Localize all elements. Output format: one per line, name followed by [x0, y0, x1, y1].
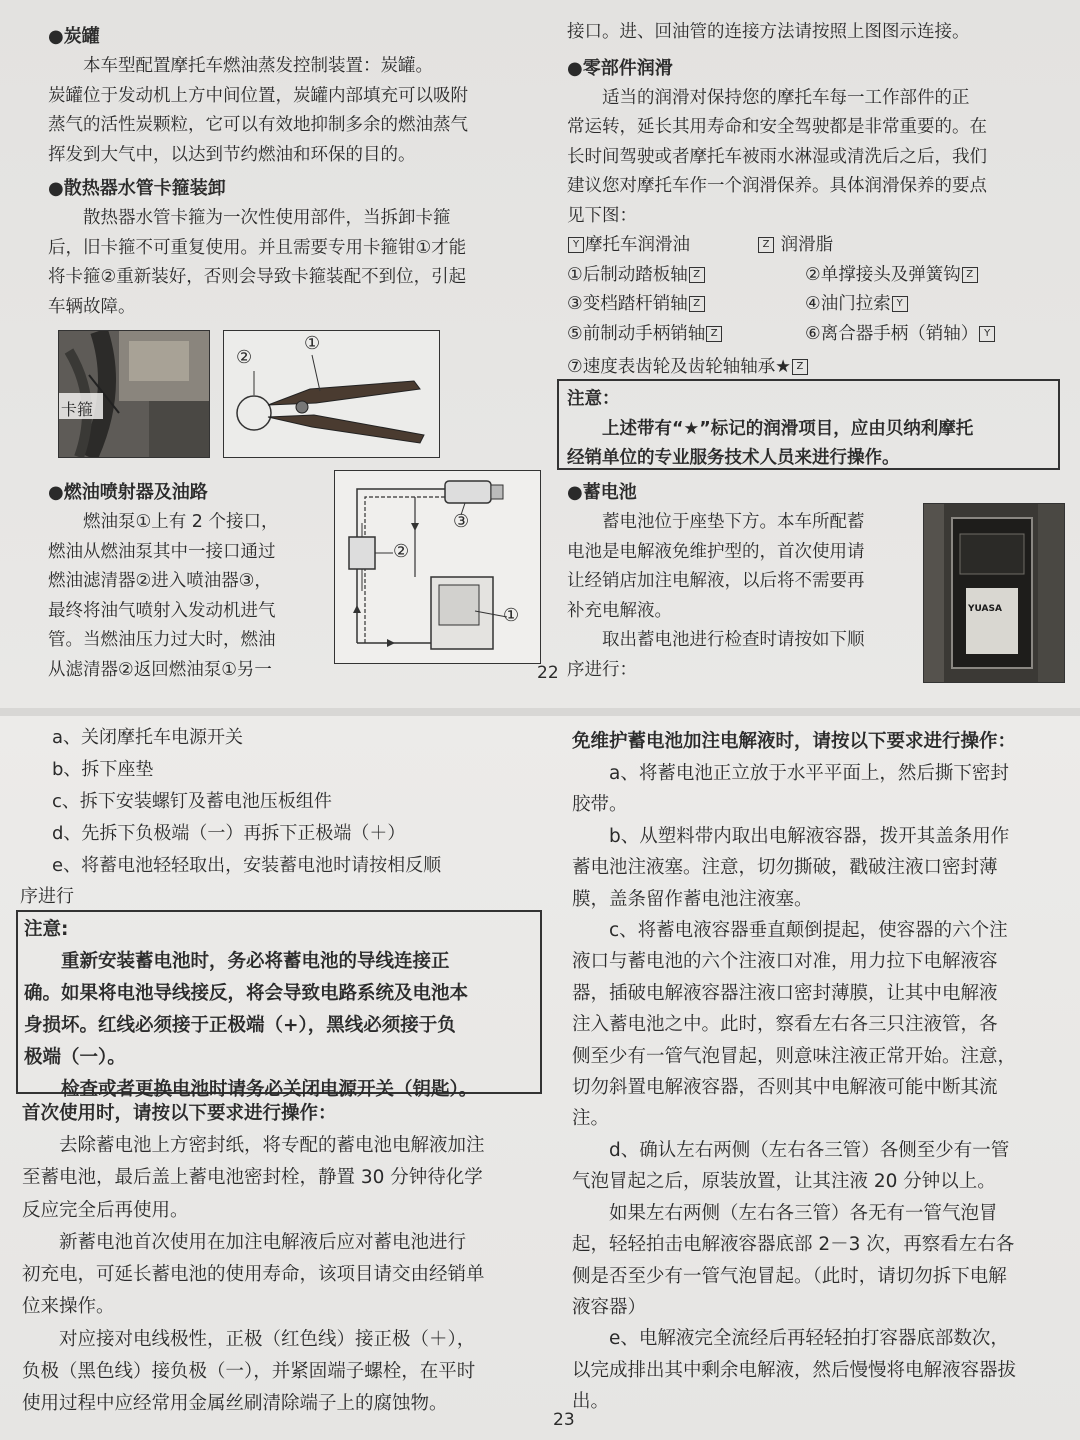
pliers-drawing: [224, 331, 439, 457]
step-item: d、先拆下负极端（一）再拆下正极端（＋）: [52, 823, 406, 844]
mf-line: c、将蓄电液容器垂直颠倒提起，使容器的六个注: [609, 920, 1008, 942]
first-use-line: 初充电，可延长蓄电池的使用寿命，该项目请交由经销单: [22, 1264, 485, 1286]
lube-mark-icon: Z: [689, 267, 705, 283]
diagram-callout-3: ③: [453, 511, 470, 532]
battery-brand-label: YUASA: [968, 604, 1002, 614]
legend-grease: Z 润滑脂: [757, 231, 833, 261]
fuel-line: 燃油泵①上有 2 个接口，: [83, 512, 279, 532]
mf-line: 侧至少有一管气泡冒起，则意味注液正常开始。注意，: [572, 1045, 1017, 1067]
lube-item-row: ①后制动踏板轴 Z ②单撑接头及弹簧钩 Z: [567, 261, 1062, 291]
battery-line: 序进行：: [567, 659, 637, 680]
mf-line: 出。: [572, 1391, 610, 1413]
fuel-system-diagram: [334, 470, 541, 664]
lube-mark-icon: Z: [962, 267, 978, 283]
heading-fuel-injector: ●燃油喷射器及油路: [48, 482, 208, 503]
pliers-callout-2: ②: [236, 347, 253, 368]
fuel-line: 燃油从燃油泵其中一接口通过: [48, 541, 276, 562]
manual-page-23: [0, 716, 1080, 1440]
first-use-line: 位来操作。: [22, 1296, 115, 1318]
lube-line: 适当的润滑对保持您的摩托车每一工作部件的正: [602, 87, 970, 108]
first-use-line: 使用过程中应经常用金属丝刷清除端子上的腐蚀物。: [22, 1393, 448, 1415]
radiator-line: 将卡箍②重新装好，否则会导致卡箍装配不到位，引起: [48, 267, 467, 287]
mf-line: 液口与蓄电池的六个注液口对准，用力拉下电解液容: [572, 951, 998, 973]
note-line: 重新安装蓄电池时，务必将蓄电池的导线连接正: [61, 951, 450, 972]
battery-photo: [923, 503, 1065, 683]
heading-canister: ●炭罐: [48, 26, 100, 47]
radiator-line: 散热器水管卡箍为一次性使用部件，当拆卸卡箍: [83, 208, 451, 228]
heading-mf-fill: 免维护蓄电池加注电解液时，请按以下要求进行操作：: [572, 731, 1017, 752]
diagram-callout-1: ①: [503, 605, 520, 626]
diagram-callout-2: ②: [393, 541, 410, 562]
fuel-line: 管。当燃油压力过大时，燃油: [48, 630, 276, 650]
heading-first-use: 首次使用时，请按以下要求进行操作：: [22, 1103, 337, 1124]
page-number-22: 22: [537, 663, 559, 683]
mf-line: 器，插破电解液容器注液口密封薄膜，让其中电解液: [572, 982, 998, 1004]
fuel-line: 最终将油气喷射入发动机进气: [48, 600, 276, 621]
removal-steps: [52, 722, 552, 882]
lube-mark-icon: Z: [689, 296, 705, 312]
step-item: e、将蓄电池轻轻取出，安装蓄电池时请按相反顺: [52, 855, 442, 876]
legend-oil: Y 摩托车润滑油: [567, 235, 690, 255]
mf-line: 蓄电池注液塞。注意，切勿撕破，戳破注液口密封薄: [572, 857, 998, 879]
pliers-callout-1: ①: [304, 333, 321, 354]
grease-mark-icon: Z: [758, 237, 774, 253]
left-column-22: [48, 22, 538, 322]
heading-lubrication: ●零部件润滑: [567, 57, 673, 79]
steps-continuation: 序进行: [20, 886, 74, 907]
step-item: a、关闭摩托车电源开关: [52, 727, 244, 748]
radiator-line: 车辆故障。: [48, 296, 136, 317]
note-line: 经销单位的专业服务技术人员来进行操作。: [567, 448, 900, 468]
lube-legend: [567, 231, 1062, 261]
lube-item-row: ⑤前制动手柄销轴 Z ⑥离合器手柄（销轴） Y: [567, 320, 1062, 350]
battery-line: 让经销店加注电解液，以后将不需要再: [567, 571, 865, 591]
lubrication-note-box: [557, 379, 1060, 470]
battery-photo-image: [924, 504, 1064, 682]
mf-line: 胶带。: [572, 794, 628, 816]
radiator-line: 后，旧卡箍不可重复使用。并且需要专用卡箍钳①才能: [48, 237, 467, 258]
fuel-line: 从滤清器②返回燃油泵①另一: [48, 659, 272, 680]
right-column-22: [567, 18, 1062, 383]
note-line: 上述带有“★”标记的润滑项目，应由贝纳利摩托: [602, 418, 974, 439]
note-line: 极端（一）。: [24, 1047, 126, 1068]
battery-column: [567, 478, 907, 685]
note-title: 注意:: [24, 919, 69, 940]
canister-line: 蒸气的活性炭颗粒，它可以有效地抑制多余的燃油蒸气: [48, 115, 468, 135]
lube-item-row: ③变档踏杆销轴 Z ④油门拉索 Y: [567, 290, 1062, 320]
mf-line: 膜，盖条留作蓄电池注液塞。: [572, 888, 813, 910]
clamp-photo-image: [59, 331, 209, 457]
battery-line: 电池是电解液免维护型的，首次使用请: [567, 541, 865, 562]
lube-mark-icon: Z: [792, 359, 808, 375]
step-item: c、拆下安装螺钉及蓄电池压板组件: [52, 791, 332, 812]
mf-line: e、电解液完全流经后再轻轻拍打容器底部数次，: [609, 1328, 1009, 1350]
canister-line: 炭罐位于发动机上方中间位置，炭罐内部填充可以吸附: [48, 85, 468, 106]
battery-line: 蓄电池位于座垫下方。本车所配蓄: [602, 512, 865, 532]
mf-line: 注入蓄电池之中。此时，察看左右各三只注液管，各: [572, 1014, 998, 1036]
first-use-line: 至蓄电池，最后盖上蓄电池密封栓，静置 30 分钟待化学: [22, 1167, 483, 1189]
note-line: 检查或者更换电池时请务必关闭电源开关（钥匙）。: [61, 1079, 478, 1100]
first-use-line: 反应完全后再使用。: [22, 1199, 189, 1221]
lube-mark-icon: Z: [706, 326, 722, 342]
mf-line: 以完成排出其中剩余电解液，然后慢慢将电解液容器拔: [572, 1359, 1017, 1381]
clamp-label: 卡箍: [61, 400, 94, 419]
fuel-continuation: 接口。进、回油管的连接方法请按照上图图示连接。: [567, 22, 970, 42]
note-title: 注意：: [567, 389, 620, 409]
first-use-line: 去除蓄电池上方密封纸，将专配的蓄电池电解液加注: [59, 1135, 485, 1156]
lube-mark-icon: Y: [979, 326, 995, 342]
lube-item-row: ⑦速度表齿轮及齿轮轴轴承★ Z: [567, 353, 1062, 383]
first-use-section: [22, 1098, 557, 1421]
lube-line: 常运转，延长其用寿命和安全驾驶都是非常重要的。在: [567, 117, 987, 137]
lube-line: 长时间驾驶或者摩托车被雨水淋湿或清洗后之后，我们: [567, 146, 987, 167]
fuel-line-schematic: [335, 471, 540, 663]
mf-line: 起，轻轻拍击电解液容器底部 2－3 次，再察看左右各: [572, 1234, 1015, 1256]
mf-line: 注。: [572, 1108, 610, 1130]
lube-mark-icon: Y: [892, 296, 908, 312]
canister-line: 本车型配置摩托车燃油蒸发控制装置：炭罐。: [83, 56, 433, 76]
oil-mark-icon: Y: [568, 237, 584, 253]
canister-line: 挥发到大气中，以达到节约燃油和环保的目的。: [48, 144, 416, 165]
battery-line: 补充电解液。: [567, 600, 672, 621]
mf-line: b、从塑料带内取出电解液容器，拨开其盖条用作: [609, 825, 1010, 847]
first-use-line: 对应接对电线极性，正极（红色线）接正极（＋），: [59, 1328, 476, 1350]
manual-page-22: [0, 0, 1080, 712]
mf-line: 液容器）: [572, 1296, 647, 1318]
mf-battery-section: [572, 726, 1072, 1418]
clamp-photo: [58, 330, 210, 458]
lube-line: 建议您对摩托车作一个润滑保养。具体润滑保养的要点: [567, 176, 987, 196]
fuel-line: 燃油滤清器②进入喷油器③，: [48, 571, 272, 591]
note-line: 身损坏。红线必须接于正极端（+），黑线必须接于负: [24, 1015, 456, 1036]
fuel-column: [48, 478, 323, 685]
mf-line: 侧是否至少有一管气泡冒起。（此时，请切勿拆下电解: [572, 1265, 1007, 1287]
clamp-pliers-figure: [223, 330, 440, 458]
mf-line: 气泡冒起之后，原装放置，让其注液 20 分钟以上。: [572, 1171, 996, 1193]
battery-line: 取出蓄电池进行检查时请按如下顺: [602, 630, 865, 650]
mf-line: 如果左右两侧（左右各三管）各无有一管气泡冒: [609, 1202, 998, 1224]
battery-wiring-note-box: [16, 910, 542, 1100]
page-number-23: 23: [553, 1410, 575, 1430]
mf-line: 切勿斜置电解液容器，否则其中电解液可能中断其流: [572, 1077, 998, 1099]
mf-line: d、确认左右两侧（左右各三管）各侧至少有一管: [609, 1139, 1010, 1161]
mf-line: a、将蓄电池正立放于水平平面上，然后撕下密封: [609, 763, 1009, 784]
heading-battery: ●蓄电池: [567, 482, 637, 503]
first-use-line: 负极（黑色线）接负极（一），并紧固端子螺栓，在平时: [22, 1361, 476, 1383]
first-use-line: 新蓄电池首次使用在加注电解液后应对蓄电池进行: [59, 1231, 467, 1253]
lube-line: 见下图：: [567, 205, 637, 226]
note-line: 确。如果将电池导线接反，将会导致电路系统及电池本: [24, 983, 469, 1004]
step-item: b、拆下座垫: [52, 759, 154, 780]
heading-radiator-clamp: ●散热器水管卡箍装卸: [48, 178, 226, 199]
